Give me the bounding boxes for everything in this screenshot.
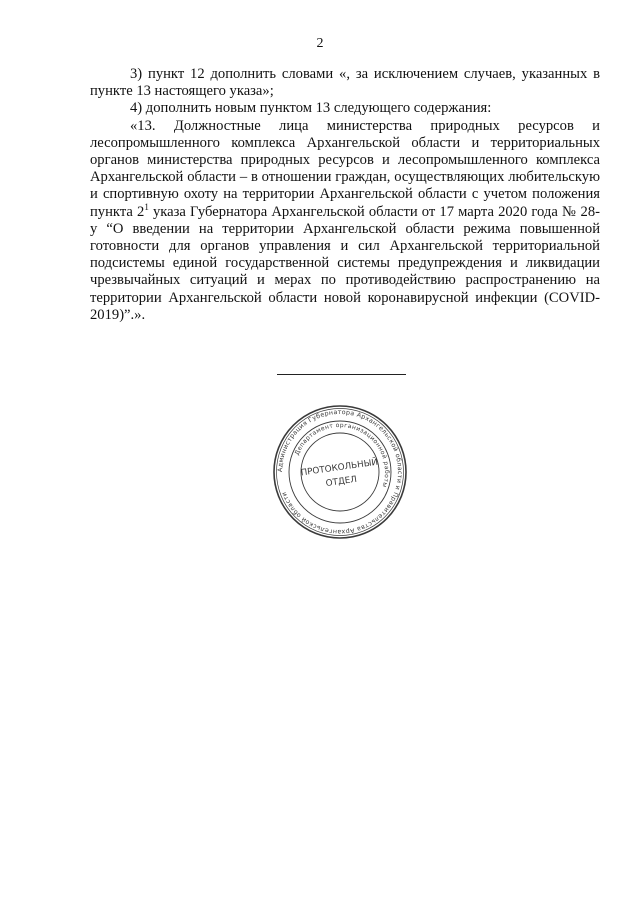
protocol-department-seal-stamp — [270, 402, 410, 542]
paragraph-item-3: 3) пункт 12 дополнить словами «, за исключением случаев, указанных в пункте 13 настоящего указа»; — [90, 66, 600, 100]
paragraph-item-4: 4) дополнить новым пунктом 13 следующего содержания: — [130, 100, 492, 117]
page-number: 2 — [316, 36, 324, 51]
paragraph-clause-13 — [90, 118, 600, 324]
clause-13-superscript: 1 — [144, 201, 149, 212]
document-body — [90, 66, 600, 324]
seal-center-line1: ПРОТОКОЛЬНЫЙ — [300, 457, 379, 479]
seal-outer-text: Администрация Губернатора Архангельской области и Правительства Архангельской области — [276, 408, 404, 536]
seal-inner-text: Департамент организационной работы — [293, 421, 391, 489]
clause-13-text-end: указа Губернатора Архангельской области от 17 марта 2020 года № 28-у “О введении на территории Архангельской области режима повышенной готовности для органов управления и сил Архангельской территориальной подсистемы единой государственной системы предупреждения и ликвидации чрезвычайных ситуаций и мерах по противодействию распространению на территории Архангельской области новой коронавирусной инфекции (COVID-2019)”.». — [90, 203, 601, 323]
signature-divider-line — [277, 374, 406, 375]
clause-13-text-start: «13. Должностные лица министерства природных ресурсов и лесопромышленного комплекса Архангельской области и территориальных органов министерства природных ресурсов и лесопромышленного комплекса Архангельской области – в отношении граждан, осуществляющих любительскую и спортивную охоту на территории Архангельской области с учетом положения пункта 2 — [90, 117, 600, 220]
seal-center-line2: ОТДЕЛ — [325, 474, 358, 490]
